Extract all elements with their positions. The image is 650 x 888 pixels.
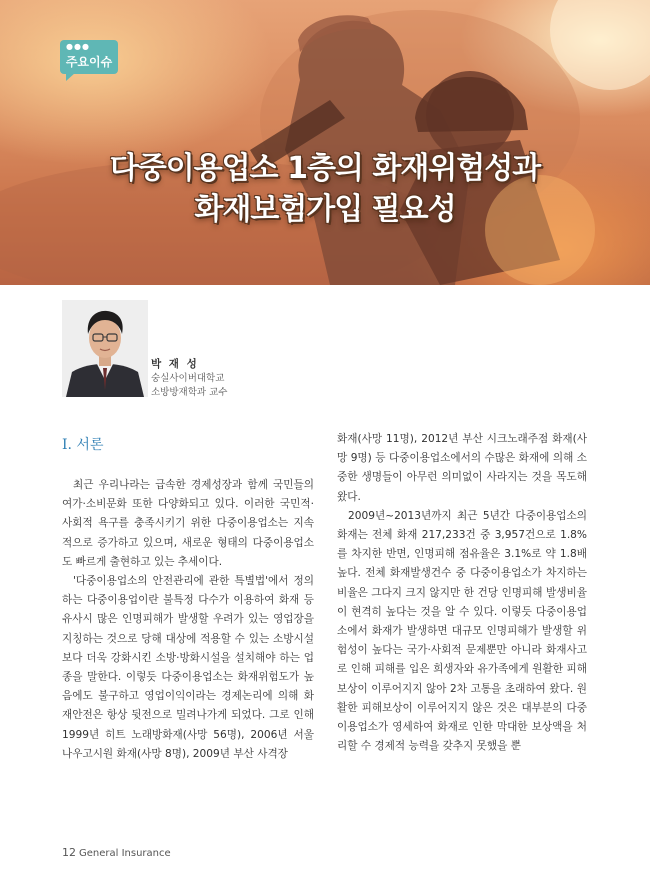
- author-name: 박 재 성: [151, 358, 199, 370]
- title-line-1: 다중이용업소 1층의 화재위험성과: [109, 151, 541, 186]
- right-column: [337, 430, 587, 756]
- author-photo: [62, 300, 148, 397]
- author-affiliation: [151, 372, 227, 400]
- affiliation-line-2: 소방방재학과 교수: [151, 387, 228, 398]
- article-title: [0, 148, 650, 230]
- left-paragraph-1: 최근 우리나라는 급속한 경제성장과 함께 국민들의 여가·소비문화 또한 다양화되고 있다. 이러한 국민적·사회적 욕구를 충족시키기 위한 다중이용업소는 지속적으로 증가하고 있으며, 새로운 형태의 다중이용업소도 빠르게 출현하고 있는 추세이다.: [62, 479, 314, 568]
- left-column: [62, 476, 314, 764]
- badge-label: 주요이슈: [65, 55, 113, 69]
- right-paragraph-2: 2009년~2013년까지 최근 5년간 다중이용업소의 화재는 전체 화재 217,233건 중 3,957건으로 1.8%를 차지한 반면, 인명피해 점유율은 3.1%로 약 1.8배 높다. 전체 화재발생건수 중 다중이용업소가 차지하는 비율은 그다지 크지 않지만 한 건당 인명피해 발생비율이 현격히 높다는 것을 알 수 있다. 이렇듯 다중이용업소에서 화재가 발생하면 대규모 인명피해가 발생할 위험성이 높다는 국가·사회적 문제뿐만 아니라 화재사고로 인해 피해를 입은 희생자와 유가족에게 원활한 피해보상이 이루어지지 않아 2차 고통을 초래하여 왔다. 원활한 피해보상이 이루어지지 않은 것은 대부분의 다중이용업소가 영세하여 화재로 인한 막대한 보상액을 처리할 수 경제적 능력을 갖추지 못했을 뿐: [337, 509, 587, 753]
- left-paragraph-2: '다중이용업소의 안전관리에 관한 특별법'에서 정의하는 다중이용업이란 불특정 다수가 이용하여 화재 등 유사시 많은 인명피해가 발생할 우려가 있는 영업장을 지칭하는 것으로 당해 대상에 적용할 수 있는 소방시설 보다 더욱 강화시킨 소방·방화시설을 설치해야 하는 업종을 말한다. 이렇듯 다중이용업소는 화재위험도가 높음에도 불구하고 영업이익이라는 경제논리에 의해 화재안전은 항상 뒷전으로 밀려나가게 되었다. 그로 인해 1999년 히트 노래방화재(사망 56명), 2006년 서울 나우고시원 화재(사망 8명), 2009년 부산 사격장: [62, 575, 314, 760]
- affiliation-line-1: 숭실사이버대학교: [151, 373, 225, 384]
- section-heading: Ⅰ. 서론: [62, 437, 104, 453]
- hero-banner: [0, 0, 650, 285]
- publication-name: General Insurance: [79, 848, 171, 859]
- badge-dots-icon: ●●●: [66, 42, 90, 51]
- page-footer: [62, 846, 171, 859]
- title-line-2: 화재보험가입 필요성: [194, 192, 456, 227]
- category-badge: [60, 40, 118, 74]
- author-portrait-image: [62, 300, 148, 397]
- page-number: 12: [62, 846, 76, 859]
- right-paragraph-1: 화재(사망 11명), 2012년 부산 시크노래주점 화재(사망 9명) 등 다중이용업소에서의 수많은 화재에 의해 소중한 생명들이 아무런 의미없이 사라지는 것을 목도해 왔다.: [337, 433, 587, 503]
